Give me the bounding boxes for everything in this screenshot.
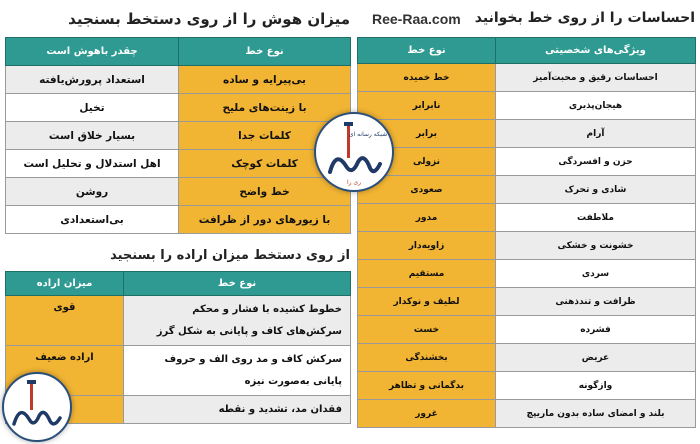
cell-style: با زیورهای دور از ظرافت — [179, 206, 351, 234]
cell-trait: ملاطفت — [496, 204, 696, 232]
table-row — [358, 344, 696, 372]
table-row — [358, 92, 696, 120]
cell-intelligence: استعداد پرورش‌یافته — [6, 66, 179, 94]
cell-style: غرور — [358, 400, 496, 428]
cell-trait: فشرده — [496, 316, 696, 344]
logo-mark-icon — [4, 374, 70, 440]
cell-trait: بلند و امضای ساده بدون ماریپچ — [496, 400, 696, 428]
col-header-will: میزان اراده — [6, 272, 124, 296]
cell-style: مستقیم — [358, 260, 496, 288]
table-row — [6, 150, 351, 178]
cell-style: کلمات جدا — [179, 122, 351, 150]
cell-trait: شادی و تحرک — [496, 176, 696, 204]
intelligence-table — [5, 37, 351, 234]
cell-style: با زینت‌های ملیح — [179, 94, 351, 122]
logo-line2: ری را — [346, 179, 362, 186]
right-title: احساسات را از روی خط بخوانید — [474, 10, 695, 26]
corner-logo — [2, 372, 72, 442]
cell-style-line1: سرکش کاف و مد روی الف و حروف — [164, 353, 342, 365]
cell-trait: وازگونه — [496, 372, 696, 400]
cell-trait: هیجان‌پذیری — [496, 92, 696, 120]
bottom-title: از روی دستخط میزان اراده را بسنجید — [110, 248, 350, 263]
cell-intelligence: تخیل — [6, 94, 179, 122]
cell-style: کلمات کوچک — [179, 150, 351, 178]
cell-intelligence: اهل استدلال و تحلیل است — [6, 150, 179, 178]
col-header-style: نوع خط — [358, 38, 496, 64]
cell-intelligence: بی‌استعدادی — [6, 206, 179, 234]
table-row — [358, 260, 696, 288]
cell-style: خست — [358, 316, 496, 344]
table-row — [6, 206, 351, 234]
cell-intelligence: بسیار خلاق است — [6, 122, 179, 150]
logo-mark-icon — [316, 114, 392, 190]
cell-style-line1: خطوط کشیده با فشار و محکم — [192, 303, 342, 315]
cell-style — [124, 296, 351, 346]
table-row — [6, 94, 351, 122]
cell-style: صعودی — [358, 176, 496, 204]
cell-style: برابر — [358, 120, 496, 148]
cell-style: بدگمانی و تظاهر — [358, 372, 496, 400]
cell-style-line2: پایانی به‌صورت نیزه — [244, 375, 342, 387]
table-row — [358, 176, 696, 204]
col-header-intelligence: چقدر باهوش است — [6, 38, 179, 66]
left-title: میزان هوش را از روی دستخط بسنجید — [68, 10, 350, 28]
logo-line1: شبکه رسانه ای — [348, 131, 388, 138]
cell-style: لطیف و نوکدار — [358, 288, 496, 316]
cell-style-line2: سرکش‌های کاف و پایانی به شکل گرز — [156, 325, 342, 337]
table-row — [358, 64, 696, 92]
cell-intelligence: روشن — [6, 178, 179, 206]
cell-trait: ظرافت و تندذهنی — [496, 288, 696, 316]
center-logo — [314, 112, 394, 192]
col-header-style: نوع خط — [124, 272, 351, 296]
table-row — [358, 288, 696, 316]
table-row — [358, 372, 696, 400]
cell-trait: عریض — [496, 344, 696, 372]
site-url[interactable]: Ree-Raa.com — [372, 11, 461, 27]
cell-style: مدور — [358, 204, 496, 232]
table-row — [358, 204, 696, 232]
table-row — [6, 178, 351, 206]
cell-style: خط خمیده — [358, 64, 496, 92]
col-header-traits: ویژگی‌های شخصیتی — [496, 38, 696, 64]
table-row — [358, 232, 696, 260]
table-row — [358, 148, 696, 176]
table-row — [358, 120, 696, 148]
cell-trait: آرام — [496, 120, 696, 148]
emotion-table — [357, 37, 696, 428]
cell-trait: حزن و افسردگی — [496, 148, 696, 176]
table-row — [6, 122, 351, 150]
cell-style: نابرابر — [358, 92, 496, 120]
cell-will: اراده ضعیف — [6, 346, 124, 396]
cell-style — [124, 396, 351, 424]
cell-style: زاویه‌دار — [358, 232, 496, 260]
table-row — [6, 296, 351, 346]
table-row — [358, 400, 696, 428]
cell-trait: خشونت و خشکی — [496, 232, 696, 260]
cell-trait: احساسات رقیق و محبت‌آمیز — [496, 64, 696, 92]
cell-style: نزولی — [358, 148, 496, 176]
table-row — [358, 316, 696, 344]
col-header-style: نوع خط — [179, 38, 351, 66]
cell-style: خط واضح — [179, 178, 351, 206]
cell-trait: سردی — [496, 260, 696, 288]
table-row — [6, 66, 351, 94]
cell-style-line1: فقدان مد، تشدید و نقطه — [218, 403, 342, 415]
cell-will: قوی — [6, 296, 124, 346]
cell-style: بی‌پیرایه و ساده — [179, 66, 351, 94]
cell-style — [124, 346, 351, 396]
cell-style: بخشندگی — [358, 344, 496, 372]
